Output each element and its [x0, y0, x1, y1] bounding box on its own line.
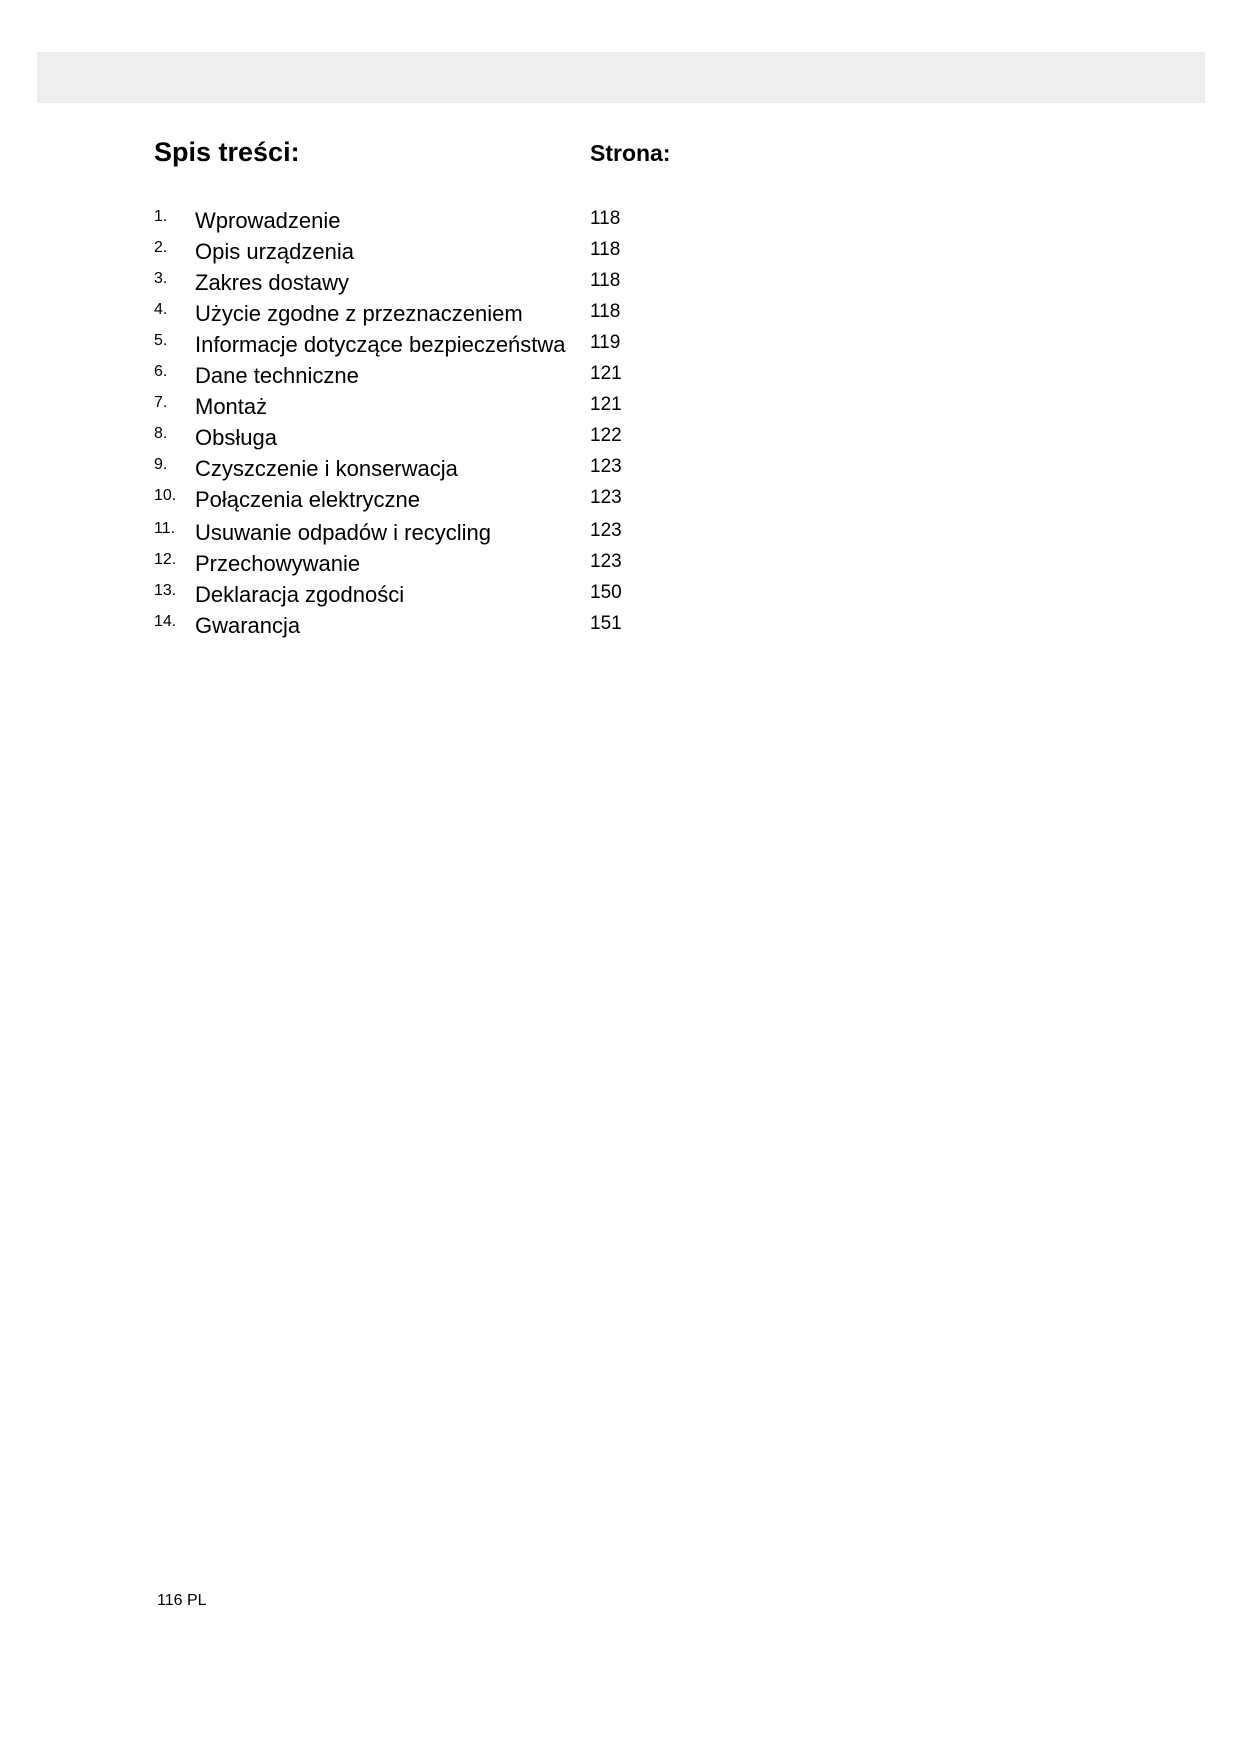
toc-item-title: Zakres dostawy: [195, 270, 350, 295]
toc-item-page: 118: [590, 239, 621, 260]
toc-item-number: 1.: [154, 208, 168, 225]
toc-item-title: Deklaracja zgodności: [195, 582, 405, 607]
toc-item-dane-techniczne[interactable]: [0, 361, 1241, 389]
toc-item-number: 4.: [154, 301, 168, 318]
toc-item-czyszczenie[interactable]: [0, 454, 1241, 482]
toc-item-number: 3.: [154, 270, 168, 287]
toc-item-przechowywanie[interactable]: [0, 549, 1241, 577]
toc-item-wprowadzenie[interactable]: [0, 206, 1241, 234]
toc-item-page: 119: [590, 332, 621, 353]
toc-item-title: Wprowadzenie: [195, 208, 341, 233]
toc-item-title: Połączenia elektryczne: [195, 487, 421, 512]
toc-item-page: 123: [590, 520, 622, 541]
toc-item-number: 8.: [154, 425, 168, 442]
toc-item-obsluga[interactable]: [0, 423, 1241, 451]
toc-item-number: 2.: [154, 239, 168, 256]
toc-item-title: Obsługa: [195, 425, 277, 450]
toc-item-zakres-dostawy[interactable]: [0, 268, 1241, 296]
toc-item-page: 121: [590, 394, 622, 415]
toc-item-page: 150: [590, 582, 622, 603]
toc-item-number: 11.: [154, 520, 176, 537]
toc-item-page: 122: [590, 425, 622, 446]
toc-item-number: 14.: [154, 613, 177, 630]
toc-item-number: 13.: [154, 582, 177, 599]
toc-item-title: Dane techniczne: [195, 363, 359, 388]
toc-item-number: 6.: [154, 363, 168, 380]
toc-item-title: Użycie zgodne z przeznaczeniem: [195, 301, 523, 326]
toc-item-number: 9.: [154, 456, 168, 473]
toc-item-title: Usuwanie odpadów i recycling: [195, 520, 491, 545]
toc-item-number: 5.: [154, 332, 168, 349]
toc-item-gwarancja[interactable]: [0, 611, 1241, 639]
toc-item-montaz[interactable]: [0, 392, 1241, 420]
page-column-label: Strona:: [590, 140, 671, 166]
toc-item-title: Montaż: [195, 394, 268, 419]
toc-item-title: Gwarancja: [195, 613, 301, 638]
toc-item-page: 118: [590, 270, 621, 291]
toc-item-title: Przechowywanie: [195, 551, 361, 576]
toc-item-page: 123: [590, 487, 622, 508]
toc-item-number: 10.: [154, 487, 177, 504]
table-of-contents: [0, 0, 1241, 700]
toc-item-title: Opis urządzenia: [195, 239, 354, 264]
toc-item-page: 151: [590, 613, 622, 634]
toc-title: Spis treści:: [154, 137, 300, 167]
toc-item-number: 12.: [154, 551, 177, 568]
toc-item-opis-urzadzenia[interactable]: [0, 237, 1241, 265]
toc-item-usuwanie-odpadow[interactable]: [0, 518, 1241, 546]
toc-item-deklaracja-zgodnosci[interactable]: [0, 580, 1241, 608]
toc-item-page: 123: [590, 456, 622, 477]
toc-item-number: 7.: [154, 394, 168, 411]
toc-item-uzycie-zgodne[interactable]: [0, 299, 1241, 327]
toc-item-page: 118: [590, 208, 621, 229]
toc-item-page: 121: [590, 363, 622, 384]
toc-item-title: Czyszczenie i konserwacja: [195, 456, 458, 481]
toc-item-page: 118: [590, 301, 621, 322]
toc-item-page: 123: [590, 551, 622, 572]
toc-item-polaczenia-elektryczne[interactable]: [0, 485, 1241, 513]
toc-item-informacje-bezpieczenstwa[interactable]: [0, 330, 1241, 358]
toc-item-title: Informacje dotyczące bezpieczeństwa: [195, 332, 566, 357]
page-number-footer: 116 PL: [157, 1592, 207, 1609]
